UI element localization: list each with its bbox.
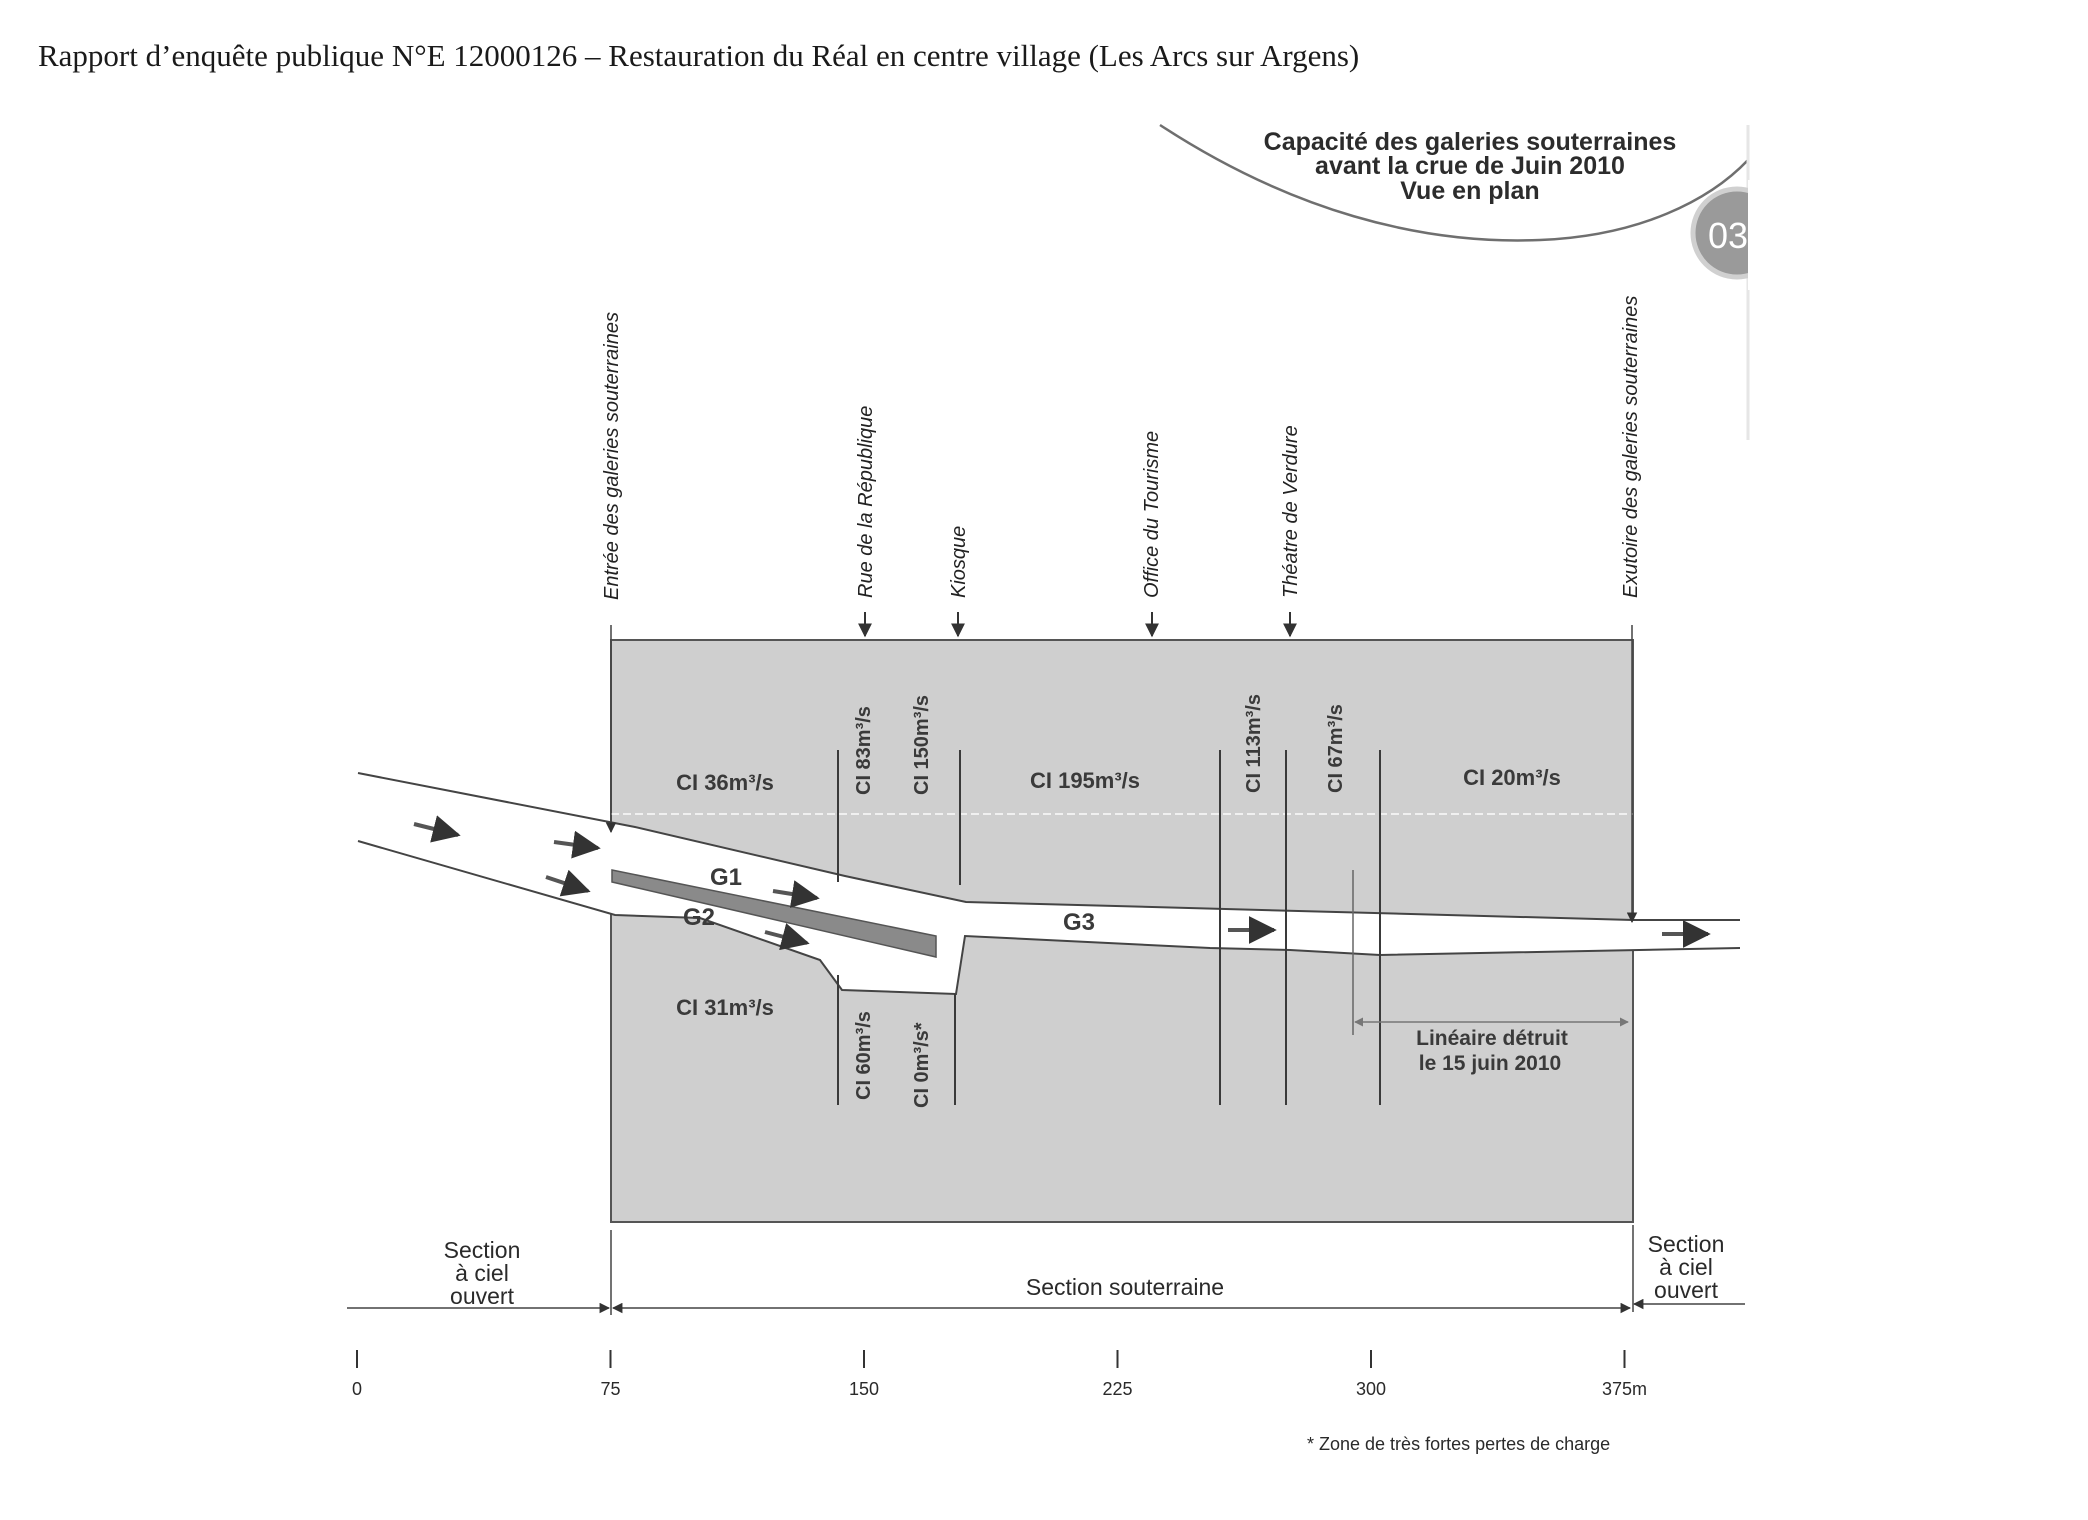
destroyed-label-line-2: le 15 juin 2010 (1418, 1052, 1562, 1075)
capacity-label: CI 31m³/s (676, 995, 774, 1020)
capacity-label: CI 0m³/s* (911, 1022, 933, 1108)
landmark-label-rue-republique: Rue de la République (855, 405, 877, 598)
scale-tick-label: 300 (1355, 1379, 1387, 1399)
landmark-label-entrance: Entrée des galeries souterraines (601, 312, 623, 600)
scale-tick-label: 0 (351, 1379, 363, 1399)
section-bar (347, 1225, 1745, 1315)
capacity-label: CI 67m³/s (1325, 704, 1347, 793)
distance-scale (352, 1350, 1647, 1399)
scale-tick-label: 225 (1102, 1379, 1133, 1399)
panel-title-line-2: avant la crue de Juin 2010 (1315, 152, 1625, 180)
document-header: Rapport d’enquête publique N°E 12000126 – Restauration du Réal en centre village (Les Arcs sur Argens) (38, 38, 1360, 73)
panel-title-line-3: Vue en plan (1400, 177, 1540, 205)
capacity-label: CI 195m³/s (1029, 768, 1141, 793)
scale-tick-label: 150 (848, 1379, 880, 1399)
landmark-label-exutoire: Exutoire des galeries souterraines (1620, 295, 1642, 598)
landmark-label-theatre-verdure: Théatre de Verdure (1280, 425, 1302, 598)
scale-tick-label: 375m (1601, 1379, 1648, 1399)
right-section-line-3: ouvert (1654, 1277, 1718, 1303)
footnote: * Zone de très fortes pertes de charge (1307, 1434, 1611, 1454)
capacity-label: CI 20m³/s (1463, 765, 1561, 790)
gallery-label-g2: G2 (683, 904, 716, 931)
left-section-line-3: ouvert (450, 1283, 514, 1309)
title-panel (1160, 125, 1808, 440)
destroyed-label-line-1: Linéaire détruit (1416, 1027, 1568, 1050)
gallery-label-g1: G1 (710, 864, 743, 891)
capacity-label: CI 150m³/s (911, 694, 933, 795)
gallery-label-g3: G3 (1063, 909, 1096, 936)
left-section-line-1: Section (443, 1237, 521, 1263)
left-section-line-2: à ciel (455, 1260, 509, 1286)
capacity-label: CI 83m³/s (853, 706, 875, 795)
capacity-label: CI 36m³/s (676, 770, 774, 795)
underground-section-label: Section souterraine (1025, 1274, 1225, 1300)
capacity-label: CI 60m³/s (853, 1011, 875, 1100)
right-section-line-2: à ciel (1659, 1254, 1713, 1280)
right-section-line-1: Section (1647, 1231, 1725, 1257)
panel-number: 03 (1707, 215, 1749, 256)
panel-title-line-1: Capacité des galeries souterraines (1263, 128, 1677, 156)
landmark-label-office-tourisme: Office du Tourisme (1141, 430, 1163, 598)
landmark-label-kiosque: Kiosque (948, 525, 970, 598)
capacity-label: CI 113m³/s (1243, 694, 1265, 793)
scale-tick-label: 75 (600, 1379, 621, 1399)
